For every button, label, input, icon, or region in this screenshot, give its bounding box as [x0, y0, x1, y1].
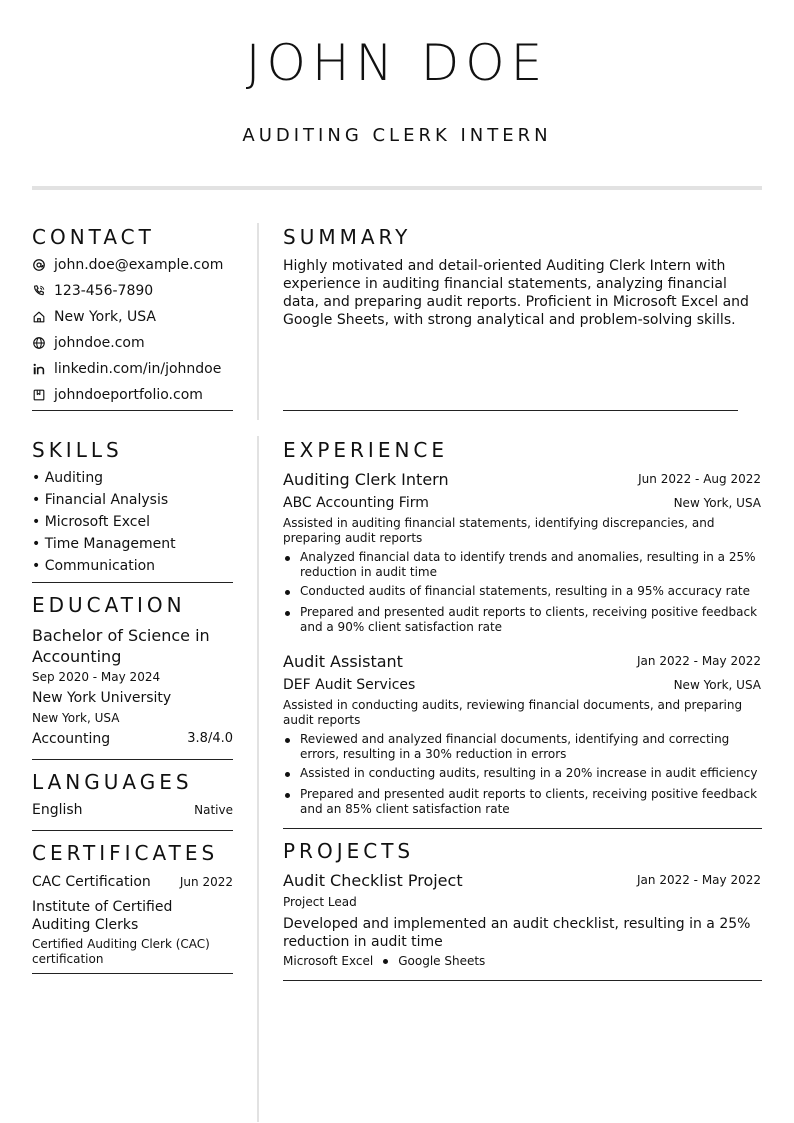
job-title: AUDITING CLERK INTERN — [242, 125, 552, 146]
linkedin-icon — [32, 362, 46, 376]
project-role: Project Lead — [283, 895, 357, 909]
contact-linkedin-text: linkedin.com/in/johndoe — [54, 361, 222, 377]
experience-divider — [283, 828, 762, 829]
job-bullet — [283, 766, 761, 781]
education-heading: EDUCATION — [32, 593, 186, 617]
phone-icon — [32, 284, 46, 298]
contact-email[interactable] — [32, 255, 232, 275]
contact-divider — [32, 410, 233, 411]
job-dates: Jan 2022 - May 2022 — [637, 654, 761, 668]
contact-portfolio-text: johndoeportfolio.com — [54, 387, 203, 403]
tag-separator-icon — [383, 959, 388, 964]
languages-heading: LANGUAGES — [32, 770, 193, 794]
job-bullet-text: Analyzed financial data to identify trends and anomalies, resulting in a 25% reduction in audit time — [300, 550, 756, 579]
summary-heading: SUMMARY — [283, 225, 412, 249]
column-divider-bottom — [257, 436, 259, 1122]
job-company: ABC Accounting Firm — [283, 495, 429, 511]
education-dates: Sep 2020 - May 2024 — [32, 670, 161, 684]
language-level: Native — [194, 803, 233, 817]
summary-text: Highly motivated and detail-oriented Auditing Clerk Intern with experience in auditing financial statements, analyzing financial data, and preparing audit reports. Proficient in Microsoft Excel and Google Sheets, with strong analytical and problem-solving skills. — [283, 258, 749, 328]
contact-location-text: New York, USA — [54, 309, 156, 325]
bullet-icon — [283, 766, 300, 781]
projects-divider — [283, 980, 762, 981]
portfolio-icon — [32, 388, 46, 402]
project-tool: Google Sheets — [398, 954, 486, 968]
certificate-issuer: Institute of Certified Auditing Clerks — [32, 899, 173, 933]
job-location: New York, USA — [673, 496, 761, 510]
bullet-icon — [283, 732, 300, 762]
job-location: New York, USA — [673, 678, 761, 692]
job-bullet-text: Conducted audits of financial statements, resulting in a 95% accuracy rate — [300, 584, 751, 598]
job-description: Assisted in auditing financial statements, identifying discrepancies, and preparing audit reports — [283, 516, 715, 545]
job-bullet-text: Prepared and presented audit reports to clients, receiving positive feedback and an 85% client satisfaction rate — [300, 787, 758, 816]
contact-email-text: john.doe@example.com — [54, 257, 224, 273]
contact-phone-text: 123-456-7890 — [54, 283, 154, 299]
contact-portfolio[interactable] — [32, 385, 232, 405]
bullet-icon — [283, 550, 300, 580]
bullet-icon — [283, 605, 300, 635]
job-position: Audit Assistant — [283, 652, 403, 671]
job-bullet — [283, 732, 761, 762]
job-position: Auditing Clerk Intern — [283, 470, 449, 489]
job-bullet-text: Prepared and presented audit reports to clients, receiving positive feedback and a 90% client satisfaction rate — [300, 605, 758, 634]
contact-website-text: johndoe.com — [54, 335, 145, 351]
header-divider — [32, 186, 762, 190]
project-tool: Microsoft Excel — [283, 954, 374, 968]
skill-item: • Financial Analysis — [32, 492, 169, 508]
bullet-icon — [283, 584, 300, 599]
job-description: Assisted in conducting audits, reviewing financial documents, and preparing audit reports — [283, 698, 743, 727]
project-tools — [283, 954, 485, 968]
skill-item: • Auditing — [32, 470, 104, 486]
contact-phone[interactable] — [32, 281, 232, 301]
education-field: Accounting — [32, 731, 111, 747]
job-bullet — [283, 584, 761, 599]
home-icon — [32, 310, 46, 324]
education-divider — [32, 759, 233, 760]
certificates-divider — [32, 973, 233, 974]
certificate-date: Jun 2022 — [179, 875, 233, 889]
project-name: Audit Checklist Project — [283, 871, 463, 890]
job-bullet — [283, 787, 761, 817]
column-divider-top — [257, 223, 259, 420]
certificate-description: Certified Auditing Clerk (CAC) certification — [32, 937, 210, 966]
language-name: English — [32, 802, 83, 818]
job-bullet-text: Reviewed and analyzed financial documents, identifying and correcting errors, resulting in a 30% reduction in errors — [300, 732, 730, 761]
job-bullet-text: Assisted in conducting audits, resulting in a 20% increase in audit efficiency — [300, 766, 758, 780]
skill-item: • Communication — [32, 558, 156, 574]
languages-divider — [32, 830, 233, 831]
contact-linkedin[interactable] — [32, 359, 232, 379]
project-dates: Jan 2022 - May 2022 — [637, 873, 761, 887]
education-school: New York University — [32, 690, 172, 706]
experience-heading: EXPERIENCE — [283, 438, 449, 462]
at-icon — [32, 258, 46, 272]
job-dates: Jun 2022 - Aug 2022 — [638, 472, 761, 486]
job-bullet — [283, 605, 761, 635]
bullet-icon — [283, 787, 300, 817]
skills-divider — [32, 582, 233, 583]
skill-item: • Time Management — [32, 536, 176, 552]
summary-divider — [283, 410, 738, 411]
contact-location — [32, 307, 232, 327]
projects-heading: PROJECTS — [283, 839, 415, 863]
project-description: Developed and implemented an audit checklist, resulting in a 25% reduction in audit time — [283, 916, 751, 950]
job-company: DEF Audit Services — [283, 677, 416, 693]
skill-item: • Microsoft Excel — [32, 514, 150, 530]
job-bullet — [283, 550, 761, 580]
candidate-name: JOHN DOE — [245, 34, 549, 92]
education-degree: Bachelor of Science in Accounting — [32, 626, 210, 666]
skills-heading: SKILLS — [32, 438, 123, 462]
globe-icon — [32, 336, 46, 350]
education-gpa: 3.8/4.0 — [187, 731, 233, 746]
certificates-heading: CERTIFICATES — [32, 841, 219, 865]
contact-website[interactable] — [32, 333, 232, 353]
education-location: New York, USA — [32, 711, 120, 725]
certificate-name: CAC Certification — [32, 874, 151, 890]
contact-heading: CONTACT — [32, 225, 155, 249]
